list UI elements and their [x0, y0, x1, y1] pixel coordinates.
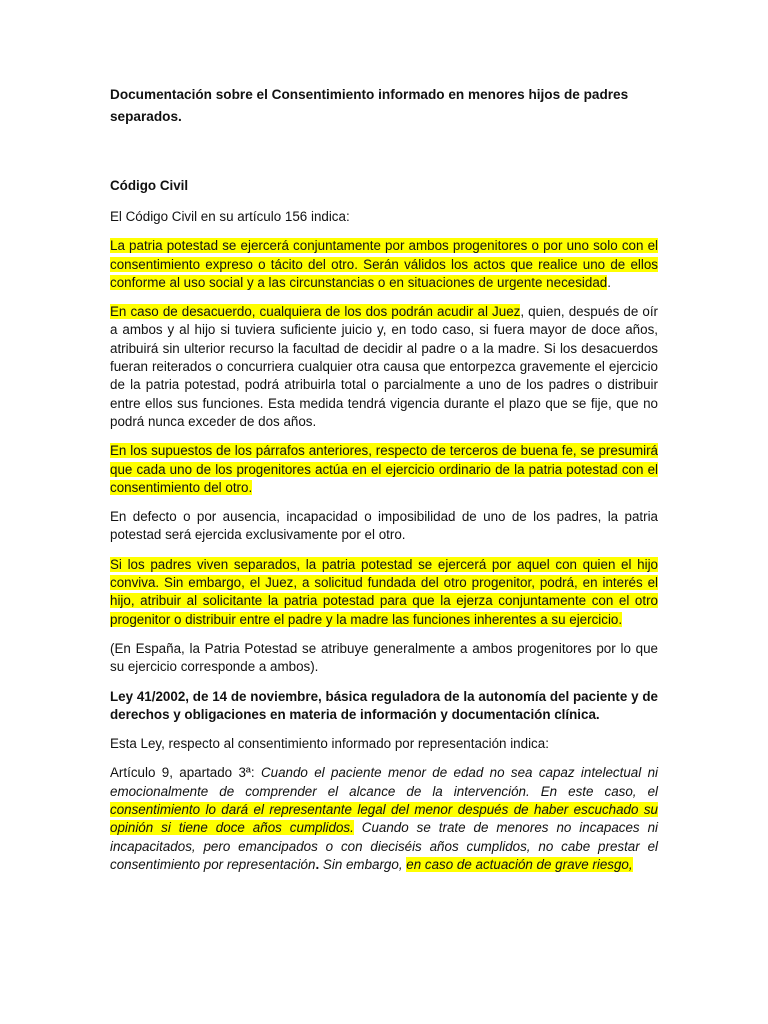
articulo-text-2: Cuando se trate de menores no incapaces ni incapacitados, pero emancipados o con dieciséis años cumplidos, no cabe prestar el consentimiento por representación	[110, 820, 658, 872]
paragraph-2	[110, 303, 658, 431]
highlight-articulo-1: consentimiento lo dará el representante legal del menor después de haber escuchado su opinión si tiene doce años cumplidos.	[110, 802, 658, 836]
highlight-p1: La patria potestad se ejercerá conjuntamente por ambos progenitores o por uno solo con el consentimiento expreso o tácito del otro. Serán válidos los actos que realice uno de ellos conforme al uso social y a las circunstancias o en situaciones de urgente necesidad	[110, 238, 658, 290]
paragraph-5	[110, 556, 658, 629]
intro-paragraph: El Código Civil en su artículo 156 indica:	[110, 209, 350, 224]
articulo-dot: .	[315, 856, 320, 872]
ley-heading: Ley 41/2002, de 14 de noviembre, básica reguladora de la autonomía del paciente y de derechos y obligaciones en materia de información y documentación clínica.	[110, 688, 658, 722]
highlight-p5: Si los padres viven separados, la patria potestad se ejercerá por aquel con quien el hijo conviva. Sin embargo, el Juez, a solicitud fundada del otro progenitor, podrá, en interés el hijo, atribuir al solicitante la patria potestad para que la ejerza conjuntamente con el otro progenitor o distribuir entre el padre y la madre las funciones inherentes a su ejercicio.	[110, 556, 658, 627]
highlight-articulo-2: en caso de actuación de grave riesgo,	[406, 856, 633, 872]
p2-rest: , quien, después de oír a ambos y al hijo si tuviera suficiente juicio y, en todo caso, si fuera mayor de doce años, atribuirá sin ulterior recurso la facultad de decidir al padre o a la madre. Si los desacuerdos fueran reiterados o concurriera cualquier otra causa que entorpezca gravemente el ejercicio de la patria potestad, podrá atribuirla total o parcialmente a uno de los padres o distribuir entre ellos sus funciones. Esta medida tendrá vigencia durante el plazo que se fije, que no podrá nunca exceder de dos años.	[110, 304, 658, 429]
articulo-text-1: Cuando el paciente menor de edad no sea capaz intelectual ni emocionalmente de comprender el alcance de la intervención. En este caso, el	[110, 765, 658, 799]
paragraph-1	[110, 237, 658, 292]
articulo-label: Artículo 9, apartado 3ª:	[110, 765, 255, 781]
p1-end: .	[607, 274, 611, 290]
articulo-9-paragraph	[110, 764, 658, 874]
document-title: Documentación sobre el Consentimiento informado en menores hijos de padres separados.	[110, 87, 629, 124]
highlight-p3: En los supuestos de los párrafos anteriores, respecto de terceros de buena fe, se presumirá que cada uno de los progenitores actúa en el ejercicio ordinario de la patria potestad con el consentimiento del otro.	[110, 443, 658, 495]
paragraph-6: (En España, la Patria Potestad se atribuye generalmente a ambos progenitores por lo que su ejercicio corresponde a ambos).	[110, 640, 658, 675]
highlight-p2: En caso de desacuerdo, cualquiera de los dos podrán acudir al Juez	[110, 304, 521, 320]
articulo-text-3: Sin embargo,	[319, 856, 407, 872]
paragraph-7: Esta Ley, respecto al consentimiento informado por representación indica:	[110, 736, 549, 752]
paragraph-4: En defecto o por ausencia, incapacidad o imposibilidad de uno de los padres, la patria potestad será ejercida exclusivamente por el otro.	[110, 509, 658, 543]
section-heading-codigo-civil: Código Civil	[110, 178, 189, 193]
paragraph-3	[110, 442, 658, 497]
